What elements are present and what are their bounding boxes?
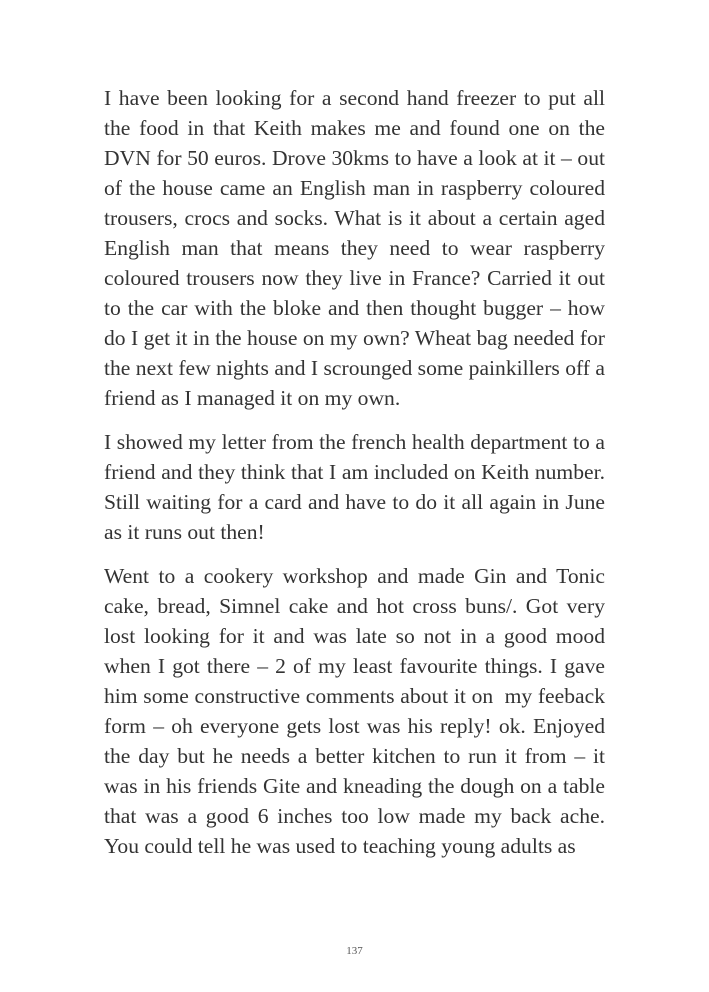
paragraph-health-department: I showed my letter from the french health department to a friend and they think that I am included on Keith number. Still waiting for a card and have to do it all again in June as it runs out then! [104,430,611,544]
paragraph-freezer: I have been looking for a second hand freezer to put all the food in that Keith makes me and found one on the DVN for 50 euros. Drove 30kms to have a look at it – out of the house came an English man in raspberry coloured trousers, crocs and socks. What is it about a certain aged English man that means they need to wear raspberry coloured trousers now they live in France? Carried it out to the car with the bloke and then thought bugger – how do I get it in the house on my own? Wheat bag needed for the next few nights and I scrounged some painkillers off a friend as I managed it on my own. [104,86,611,410]
page-number: 137 [346,945,363,957]
paragraph-cookery-workshop: Went to a cookery workshop and made Gin and Tonic cake, bread, Simnel cake and hot cross buns/. Got very lost looking for it and was late so not in a good mood when I got there – 2 of my least favourite things. I gave him some constructive comments about it on my feeback form – oh everyone gets lost was his reply! ok. Enjoyed the day but he needs a better kitchen to run it from – it was in his friends Gite and kneading the dough on a table that was a good 6 inches too low made my back ache. You could tell he was used to teaching young adults as [104,564,611,858]
body-text [104,83,611,875]
